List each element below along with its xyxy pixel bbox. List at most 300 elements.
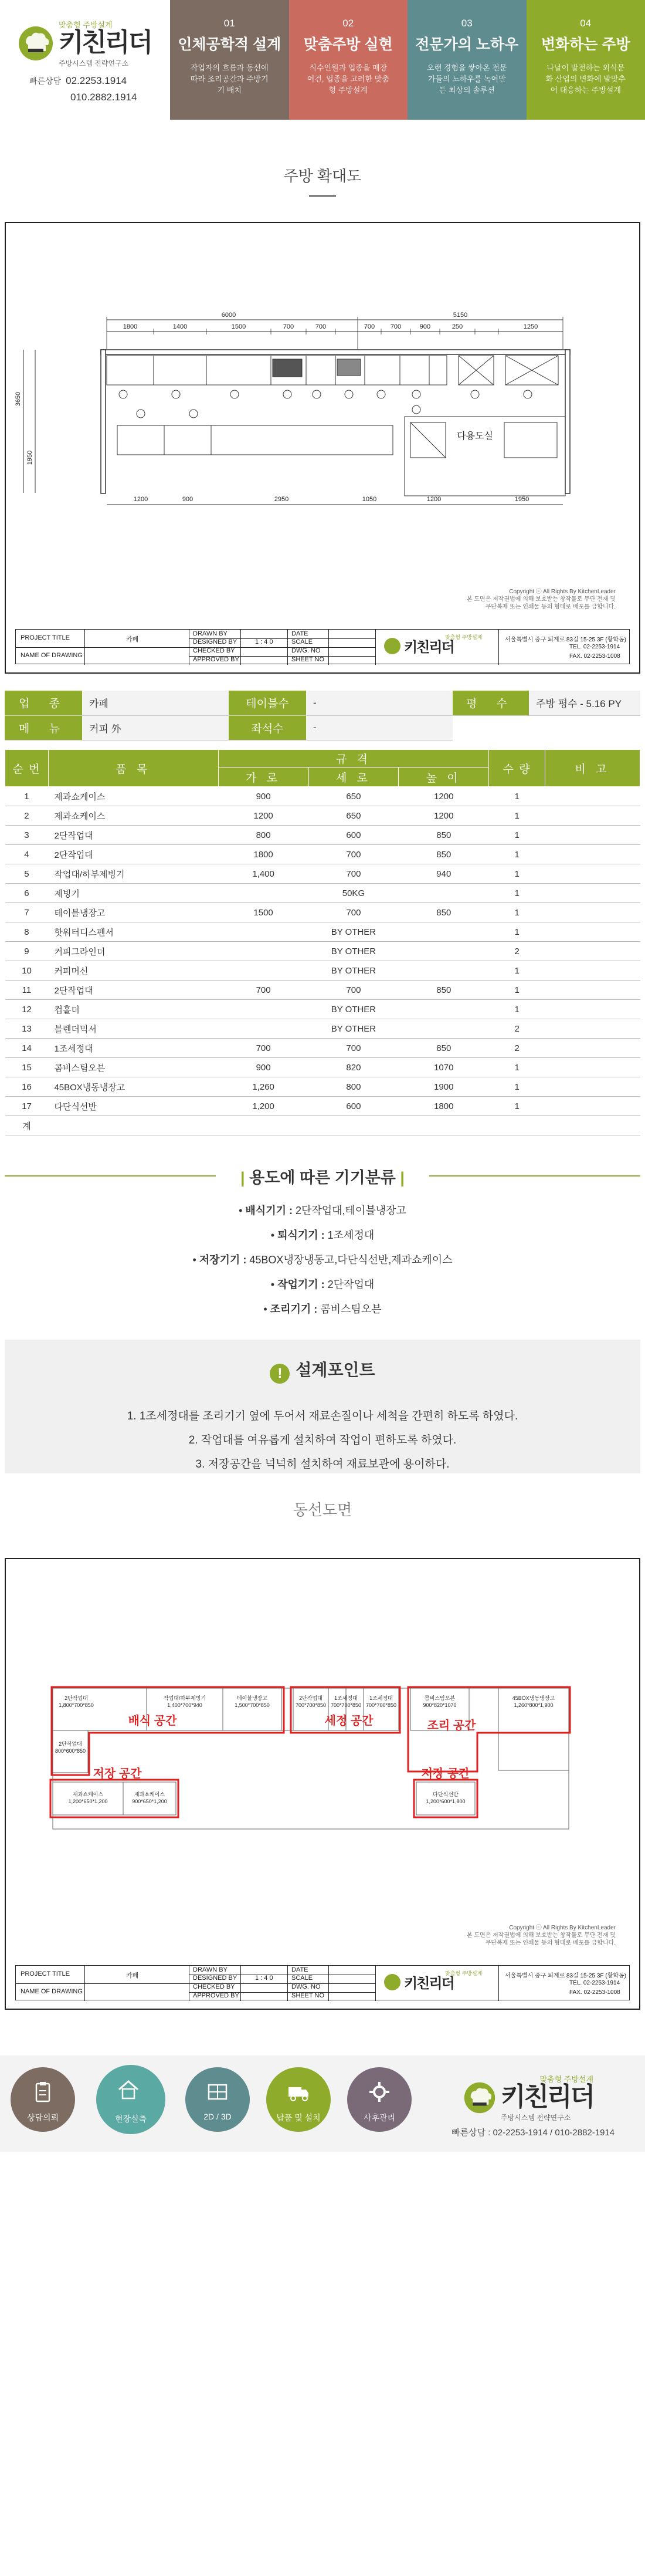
design-point-title-text: 설계포인트 (296, 1361, 375, 1379)
table-cell: 700 (308, 845, 399, 864)
table-cell: 50KG (218, 884, 489, 903)
tb-label: PROJECT TITLE (21, 634, 70, 641)
dim-label: 700 (283, 323, 294, 330)
table-cell: 900 (218, 787, 308, 806)
table-cell: 940 (399, 864, 489, 884)
col-header-width: 가 로 (218, 768, 308, 787)
table-cell: 600 (308, 1097, 399, 1116)
table-cell-note (545, 884, 640, 903)
box-spec: 800*600*850 (55, 1748, 86, 1754)
class-item-serving: • 배식기기 : 2단작업대,테이블냉장고 (239, 1205, 406, 1216)
feature-desc: 식수인원과 업종을 매장여건, 업종을 고려한 맞춤형 주방설계 (307, 63, 389, 94)
footer-brand-name: 키친리더 (501, 2083, 594, 2111)
tb-label: DATE (291, 1966, 308, 1973)
phone-number-1[interactable]: 02.2253.1914 (66, 75, 127, 86)
table-cell: 6 (5, 884, 49, 903)
table-cell-note (545, 864, 640, 884)
table-cell: 9 (5, 942, 49, 961)
box-name: 제과쇼케이스 (134, 1791, 165, 1797)
feature-desc: 오랜 경험을 쌓아온 전문가들의 노하우를 녹여만든 최상의 솔루션 (427, 63, 507, 94)
tb-logo-name: 키친리더 (404, 1976, 454, 1992)
table-cell: 8 (5, 922, 49, 942)
chef-hat-icon (18, 25, 54, 62)
table-cell: 1 (489, 1058, 545, 1077)
table-cell: 1,200 (218, 1097, 308, 1116)
tb-label: SHEET NO (291, 1992, 325, 1999)
table-cell: 1 (489, 845, 545, 864)
line-plan-drawing (5, 1558, 640, 2010)
table-cell: 2단작업대 (48, 981, 218, 1000)
tb-label: CHECKED BY (193, 647, 235, 654)
table-cell-note (545, 1039, 640, 1058)
table-row (5, 1097, 640, 1116)
table-cell: 제과쇼케이스 (48, 806, 218, 826)
table-cell: 600 (308, 826, 399, 845)
tb-scale-value: 1 : 4 0 (255, 638, 273, 645)
table-cell: 15 (5, 1058, 49, 1077)
tb-label: PROJECT TITLE (21, 1970, 70, 1977)
table-cell: 700 (308, 864, 399, 884)
copyright-notice (467, 588, 616, 611)
feature-cell-knowhow (408, 0, 527, 120)
table-cell: 2 (5, 806, 49, 826)
info-value-area: 주방 평수 - 5.16 PY (529, 691, 640, 715)
table-cell: 700 (308, 1039, 399, 1058)
table-cell: 45BOX냉동냉장고 (48, 1077, 218, 1097)
room-label: 다용도실 (457, 431, 493, 441)
table-cell: 제빙기 (48, 884, 218, 903)
table-cell: BY OTHER (218, 1000, 489, 1019)
table-cell: 1 (489, 884, 545, 903)
table-cell: 블렌더믹서 (48, 1019, 218, 1039)
box-name: 작업대/하부제빙기 (163, 1695, 206, 1701)
table-row (5, 845, 640, 864)
tb-label: CHECKED BY (193, 1983, 235, 1990)
table-cell: 1 (489, 1097, 545, 1116)
tb-label: APPROVED BY (193, 656, 239, 663)
table-cell: 1조세정대 (48, 1039, 218, 1058)
classification-title: | 용도에 따른 기기분류 | (240, 1169, 405, 1186)
class-item-cooking: • 조리기기 : 콤비스팀오븐 (263, 1303, 382, 1315)
copyright-line: 본 도면은 저작권법에 의해 보호받는 창작물로 무단 전재 및 (466, 1932, 616, 1939)
table-cell (218, 1116, 308, 1135)
section-title-text: 동선도면 (293, 1501, 352, 1519)
tb-label: DRAWN BY (193, 1966, 228, 1973)
table-cell: 5 (5, 864, 49, 884)
table-cell: 1800 (399, 1097, 489, 1116)
table-cell-note (545, 922, 640, 942)
tb-label: DRAWN BY (193, 630, 228, 637)
zone-label-washing: 세정 공간 (324, 1715, 374, 1728)
feature-number: 04 (580, 18, 592, 29)
table-cell: 테이블냉장고 (48, 903, 218, 922)
class-label: 퇴식기기 (277, 1229, 318, 1241)
tb-fax: FAX. 02-2253-1008 (569, 653, 620, 660)
table-row (5, 1058, 640, 1077)
equipment-table (5, 749, 640, 1135)
tb-label: SCALE (291, 1975, 313, 1982)
tb-label: DESIGNED BY (193, 638, 237, 645)
col-header-note: 비 고 (545, 750, 640, 787)
table-row (5, 981, 640, 1000)
table-cell: 700 (308, 903, 399, 922)
footer-process (0, 2056, 645, 2152)
table-cell: 1200 (399, 787, 489, 806)
table-cell: 다단식선반 (48, 1097, 218, 1116)
table-cell-note (545, 1019, 640, 1039)
table-cell-note (545, 1058, 640, 1077)
table-cell: 1 (489, 787, 545, 806)
step-consult[interactable] (11, 2067, 75, 2132)
table-cell: 14 (5, 1039, 49, 1058)
brand-logo[interactable] (18, 19, 151, 68)
table-cell-note (545, 903, 640, 922)
dim-label: 250 (451, 323, 463, 330)
footer-brand-tag: 맞춤형 주방설계 (539, 2075, 594, 2084)
brand-subtitle: 주방시스템 전략연구소 (59, 59, 129, 67)
dim-label: 2950 (274, 496, 289, 503)
box-spec: 1,500*700*850 (235, 1702, 270, 1708)
info-value-type: 카페 (82, 691, 229, 715)
design-point-box (5, 1340, 640, 1473)
table-cell: 10 (5, 961, 49, 981)
table-row (5, 826, 640, 845)
table-cell: 12 (5, 1000, 49, 1019)
step-label: 상담의뢰 (26, 2113, 59, 2122)
phone-number-2[interactable]: 010.2882.1914 (70, 92, 137, 103)
table-cell: 2 (489, 942, 545, 961)
title-underline (309, 195, 336, 197)
dim-label: 1500 (231, 323, 246, 330)
equipment-table-body (5, 787, 640, 1135)
table-cell: 1 (489, 961, 545, 981)
box-spec: 900*820*1070 (423, 1702, 457, 1708)
dim-label: 900 (419, 323, 431, 330)
zone-label-storage: 저장 공간 (421, 1767, 470, 1780)
dim-label: 1400 (172, 323, 188, 330)
table-row (5, 1039, 640, 1058)
box-name: 2단작업대 (299, 1695, 322, 1701)
table-cell: 650 (308, 787, 399, 806)
house-icon (117, 2078, 140, 2101)
table-row (5, 864, 640, 884)
table-cell: 1,260 (218, 1077, 308, 1097)
tb-project-title: 카페 (126, 636, 139, 643)
class-value: 1조세정대 (327, 1229, 375, 1241)
tb-label: DWG. NO (291, 647, 321, 654)
gear-icon (368, 2080, 391, 2104)
copyright-notice (467, 1924, 616, 1947)
table-cell: 1200 (399, 806, 489, 826)
zone-label-serving: 배식 공간 (128, 1715, 177, 1728)
feature-cell-custom (289, 0, 408, 120)
tb-logo-sub: 맞춤형 주방설계 (445, 634, 483, 640)
table-row (5, 884, 640, 903)
table-cell: 1800 (218, 845, 308, 864)
dim-label: 700 (364, 323, 375, 330)
info-value-tables: - (306, 691, 453, 715)
table-cell: 콤비스팀오븐 (48, 1058, 218, 1077)
table-cell-note (545, 826, 640, 845)
box-name: 1조세정대 (334, 1695, 358, 1701)
dim-label: 700 (390, 323, 402, 330)
table-cell-note (545, 961, 640, 981)
class-value: 45BOX냉장냉동고,다단식선반,제과쇼케이스 (249, 1254, 453, 1266)
section-title-text: 주방 확대도 (283, 167, 362, 185)
class-value: 2단작업대,테이블냉장고 (295, 1205, 406, 1216)
floor-plan-drawing (5, 222, 640, 674)
table-cell: BY OTHER (218, 1019, 489, 1039)
feature-title: 전문가의 노하우 (415, 36, 519, 53)
tb-label: NAME OF DRAWING (21, 1988, 83, 1995)
dim-label: 5150 (453, 312, 468, 319)
brand-name: 키친리더 (59, 28, 152, 57)
zone-label-cooking: 조리 공간 (427, 1719, 476, 1732)
table-cell: 1 (489, 1000, 545, 1019)
truck-icon (287, 2080, 310, 2104)
table-cell: 700 (308, 981, 399, 1000)
table-cell: BY OTHER (218, 922, 489, 942)
table-row (5, 1077, 640, 1097)
dim-label: 3650 (15, 391, 22, 407)
box-name: 콤비스팀오븐 (424, 1695, 456, 1701)
class-label: 배식기기 (245, 1205, 286, 1216)
box-name: 45BOX냉동냉장고 (512, 1695, 555, 1701)
table-cell-note (545, 1116, 640, 1135)
table-cell: 2단작업대 (48, 845, 218, 864)
feature-title: 인체공학적 설계 (178, 36, 281, 53)
info-label-seats: 좌석수 (229, 715, 306, 740)
step-survey[interactable] (96, 2065, 165, 2134)
table-cell: BY OTHER (218, 961, 489, 981)
table-cell: 2 (489, 1019, 545, 1039)
col-header-name: 품 목 (48, 750, 218, 787)
feature-number: 01 (223, 18, 235, 29)
table-cell: 계 (5, 1116, 49, 1135)
dim-label: 1250 (523, 323, 538, 330)
box-spec: 1,200*650*1,200 (68, 1799, 108, 1804)
header (0, 0, 645, 120)
box-spec: 1,400*700*940 (167, 1702, 202, 1708)
step-aftercare[interactable] (347, 2067, 412, 2132)
copyright-line: Copyright ⓒ All Rights By KitchenLeader (509, 1925, 616, 1931)
table-cell: 1 (489, 922, 545, 942)
box-name: 다단식선반 (433, 1791, 459, 1797)
exclamation-icon: ! (270, 1364, 290, 1384)
step-design[interactable] (185, 2067, 250, 2132)
table-cell-note (545, 787, 640, 806)
table-row (5, 961, 640, 981)
design-point-item: 2. 작업대를 여유롭게 설치하여 작업이 편하도록 하였다. (188, 1434, 457, 1446)
chef-hat-icon (384, 1974, 400, 1990)
table-row (5, 1116, 640, 1135)
feature-title: 맞춤주방 실현 (303, 36, 393, 53)
dim-label: 1950 (514, 496, 529, 503)
tb-fax: FAX. 02-2253-1008 (569, 1989, 620, 1996)
info-label-area: 평 수 (453, 691, 529, 715)
box-name: 1조세정대 (369, 1695, 393, 1701)
table-cell: 820 (308, 1058, 399, 1077)
table-cell: 1 (5, 787, 49, 806)
copyright-line: Copyright ⓒ All Rights By KitchenLeader (509, 589, 616, 595)
table-cell: BY OTHER (218, 942, 489, 961)
dim-label: 900 (182, 496, 193, 503)
table-cell: 16 (5, 1077, 49, 1097)
copyright-line: 무단복제 또는 인쇄물 등의 형태로 배포를 금합니다. (485, 604, 616, 610)
col-header-height: 높 이 (399, 768, 489, 787)
info-label-tables: 테이블수 (229, 691, 306, 715)
col-header-no: 순 번 (5, 750, 49, 787)
dim-label: 1800 (123, 323, 138, 330)
table-row (5, 1000, 640, 1019)
col-header-qty: 수 량 (489, 750, 545, 787)
step-label: 2D / 3D (203, 2112, 232, 2121)
col-header-depth: 세 로 (308, 768, 399, 787)
class-label: 저장기기 (199, 1254, 240, 1266)
box-spec: 1,800*700*850 (59, 1702, 94, 1708)
table-cell: 850 (399, 845, 489, 864)
chef-hat-icon (463, 2081, 496, 2114)
title-block (15, 629, 630, 664)
table-cell-note (545, 1077, 640, 1097)
tb-label: DESIGNED BY (193, 1975, 237, 1982)
box-spec: 700*700*850 (365, 1702, 397, 1708)
table-cell: 커피머신 (48, 961, 218, 981)
class-label: 조리기기 (270, 1303, 311, 1315)
table-row (5, 903, 640, 922)
design-point-item: 3. 저장공간을 넉넉히 설치하여 재료보관에 용이하다. (195, 1458, 450, 1470)
box-spec: 900*650*1,200 (132, 1799, 167, 1804)
table-cell: 1 (489, 806, 545, 826)
table-cell (399, 1116, 489, 1135)
step-label: 납품 및 설치 (276, 2113, 321, 2122)
table-cell: 850 (399, 981, 489, 1000)
tb-address: 서울특별시 중구 퇴계로 83길 15-25 3F (황학동) (505, 637, 626, 643)
table-cell: 1900 (399, 1077, 489, 1097)
table-cell: 1200 (218, 806, 308, 826)
info-label-menu: 메 뉴 (5, 715, 82, 740)
box-spec: 700*700*850 (295, 1702, 327, 1708)
table-cell (308, 1116, 399, 1135)
tb-project-title: 카페 (126, 1972, 139, 1979)
table-cell: 13 (5, 1019, 49, 1039)
info-value-seats: - (306, 715, 453, 740)
box-name: 제과쇼케이스 (72, 1791, 104, 1797)
project-info-table (5, 691, 640, 741)
feature-title: 변화하는 주방 (541, 36, 630, 53)
tb-label: APPROVED BY (193, 1992, 239, 1999)
blueprint-icon (206, 2080, 229, 2104)
class-value: 콤비스팀오븐 (320, 1303, 382, 1315)
table-row (5, 1019, 640, 1039)
feature-desc: 작업자의 흐름과 동선에 따라 조리공간과 주방기기 배치 (190, 63, 269, 94)
tb-label: NAME OF DRAWING (21, 652, 83, 659)
table-cell: 850 (399, 903, 489, 922)
footer-brand-logo[interactable] (463, 2073, 593, 2122)
feature-number: 02 (342, 18, 354, 29)
tb-label: SCALE (291, 638, 313, 645)
tb-logo-name: 키친리더 (404, 640, 454, 655)
step-delivery[interactable] (266, 2067, 331, 2132)
table-cell-note (545, 981, 640, 1000)
table-cell: 17 (5, 1097, 49, 1116)
table-cell: 2단작업대 (48, 826, 218, 845)
table-cell: 1 (489, 1077, 545, 1097)
dim-label: 700 (315, 323, 327, 330)
table-row (5, 922, 640, 942)
table-cell-note (545, 1097, 640, 1116)
zone-label-storage: 저장 공간 (93, 1767, 142, 1780)
box-name: 2단작업대 (59, 1741, 82, 1747)
table-cell: 1,400 (218, 864, 308, 884)
table-cell-note (545, 942, 640, 961)
table-cell: 1 (489, 903, 545, 922)
tb-label: DATE (291, 630, 308, 637)
table-cell: 4 (5, 845, 49, 864)
copyright-line: 무단복제 또는 인쇄물 등의 형태로 배포를 금합니다. (485, 1940, 616, 1946)
table-cell: 1 (489, 981, 545, 1000)
table-cell: 핫워터디스펜서 (48, 922, 218, 942)
footer-brand-sub: 주방시스템 전략연구소 (501, 2114, 571, 2122)
table-cell: 3 (5, 826, 49, 845)
table-cell: 850 (399, 826, 489, 845)
clipboard-icon (31, 2080, 55, 2104)
step-label: 현장실측 (114, 2114, 147, 2124)
info-label-type: 업 종 (5, 691, 82, 715)
table-cell: 7 (5, 903, 49, 922)
box-spec: 1,260*800*1,900 (514, 1702, 554, 1708)
col-header-spec: 규 격 (218, 750, 489, 768)
box-name: 테이블냉장고 (236, 1695, 268, 1701)
class-item-storage: • 저장기기 : 45BOX냉장냉동고,다단식선반,제과쇼케이스 (192, 1254, 453, 1266)
tb-label: SHEET NO (291, 656, 325, 663)
footer-phone[interactable]: 빠른상담 : 02-2253-1914 / 010-2882-1914 (451, 2128, 615, 2138)
classification-title-text: 용도에 따른 기기분류 (249, 1169, 396, 1186)
dim-label: 1200 (426, 496, 442, 503)
tb-address: 서울특별시 중구 퇴계로 83길 15-25 3F (황학동) (505, 1973, 626, 1979)
table-cell (48, 1116, 218, 1135)
dim-label: 1050 (362, 496, 377, 503)
table-row (5, 806, 640, 826)
feature-desc: 나날이 발전하는 외식문화 산업의 변화에 발맞추어 대응하는 주방설계 (545, 63, 626, 94)
table-cell: 800 (218, 826, 308, 845)
feature-number: 03 (461, 18, 473, 29)
chef-hat-icon (384, 638, 400, 654)
table-cell: 컵홀더 (48, 1000, 218, 1019)
brand-area (0, 0, 170, 120)
table-cell: 11 (5, 981, 49, 1000)
dim-label: 6000 (221, 312, 236, 319)
section-title-line-plan (0, 1498, 645, 1520)
table-cell-note (545, 806, 640, 826)
tb-label: DWG. NO (291, 1983, 321, 1990)
title-block (15, 1965, 630, 2000)
dim-label: 1950 (26, 450, 33, 465)
classification-list (0, 1198, 645, 1321)
class-item-return: • 퇴식기기 : 1조세정대 (270, 1229, 375, 1241)
table-cell: 커피그라인더 (48, 942, 218, 961)
class-item-work: • 작업기기 : 2단작업대 (270, 1279, 375, 1290)
box-spec: 700*700*850 (330, 1702, 362, 1708)
table-cell-note (545, 1000, 640, 1019)
table-row (5, 787, 640, 806)
table-cell: 1 (489, 864, 545, 884)
table-cell: 1500 (218, 903, 308, 922)
step-label: 사후관리 (363, 2113, 396, 2122)
table-cell (489, 1116, 545, 1135)
class-value: 2단작업대 (327, 1279, 375, 1290)
dim-label: 1200 (133, 496, 148, 503)
